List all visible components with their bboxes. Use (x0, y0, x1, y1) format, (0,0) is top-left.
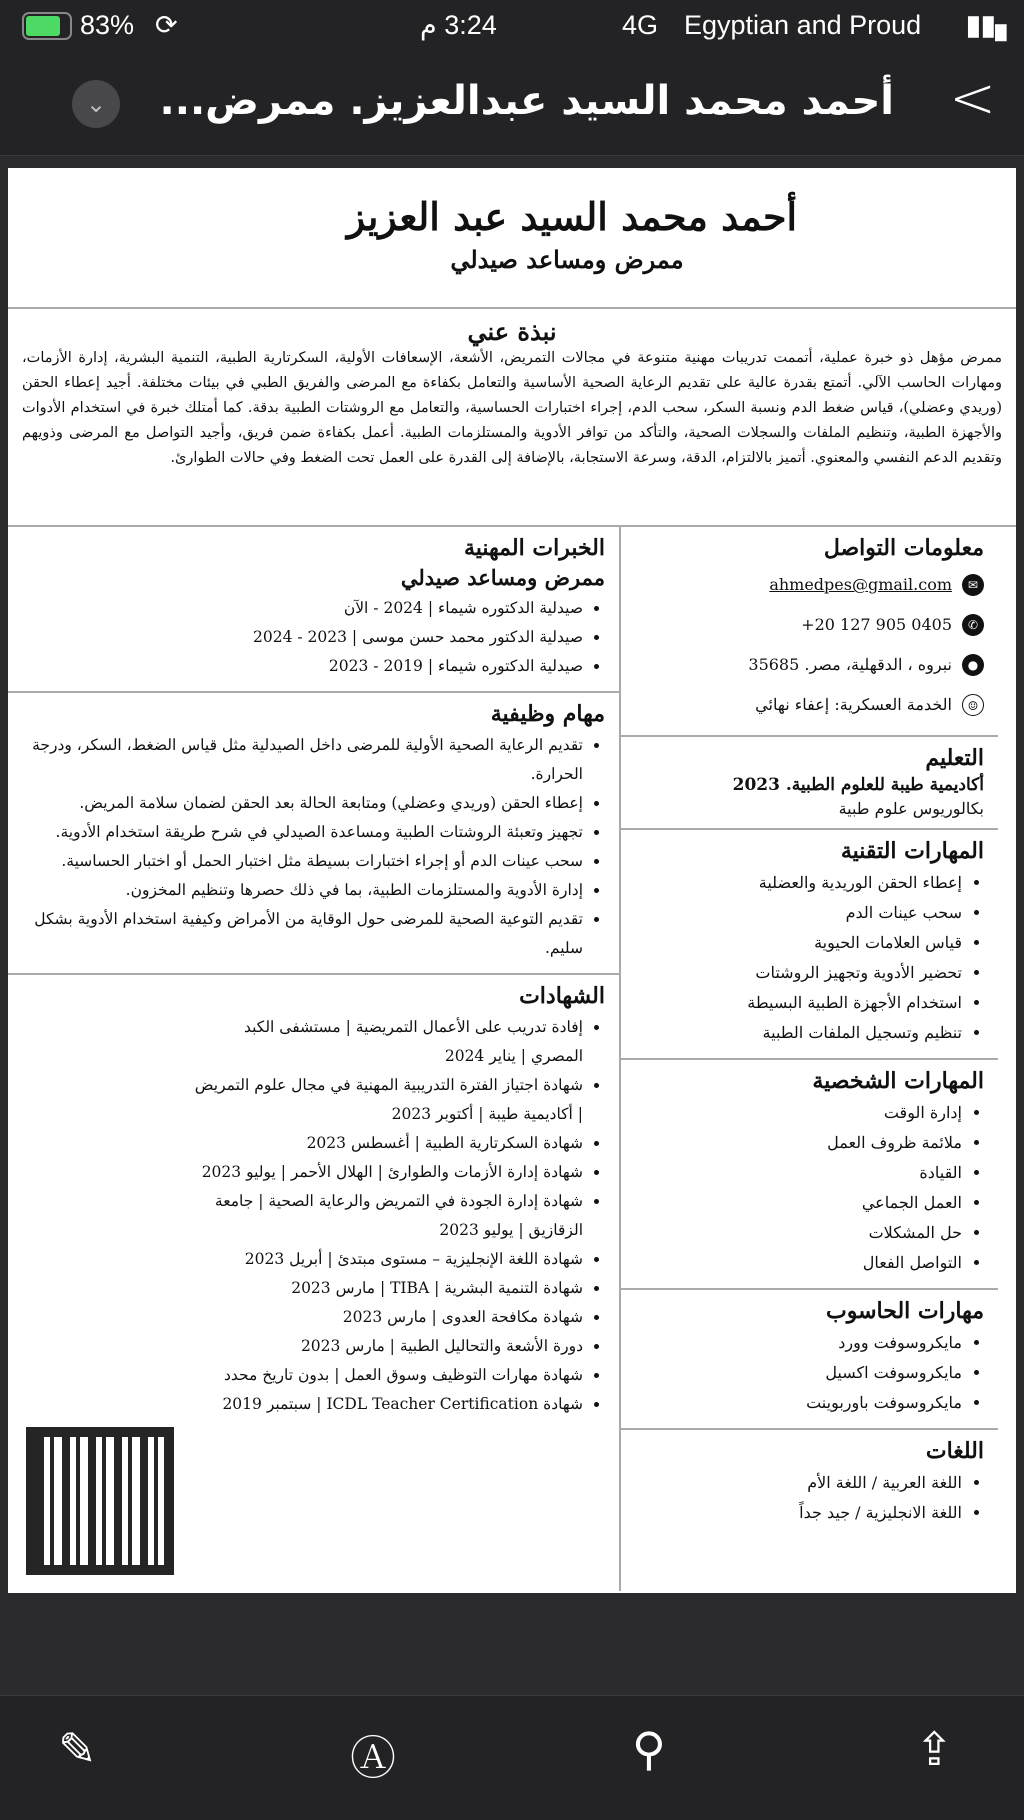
list-item: • العمل الجماعي (631, 1188, 962, 1218)
edit-icon[interactable]: ✎ (58, 1722, 97, 1776)
back-chevron-icon[interactable]: < (949, 66, 996, 131)
qr-code (26, 1427, 174, 1575)
list-item: • إعطاء الحقن (وريدي وعضلي) ومتابعة الحالة بعد الحقن لضمان سلامة المريض. (18, 789, 583, 818)
job-title: ممرض ومساعد صيدلي (400, 565, 605, 590)
list-item: • تقديم الرعاية الصحية الأولية للمرضى داخل الصيدلية مثل قياس الضغط، السكر، ودرجة الحرارة. (18, 731, 583, 789)
list-item: • تجهيز وتعبئة الروشتات الطبية ومساعدة الصيدلي في شرح طريقة استخدام الأدوية. (18, 818, 583, 847)
list-item: • سحب عينات الدم أو إجراء اختبارات بسيطة مثل اختبار الحمل أو اختبار الحساسية. (18, 847, 583, 876)
soldier-icon: ☺ (962, 694, 984, 716)
school: أكاديمية طيبة للعلوم الطبية. 2023 (732, 775, 984, 795)
education-title: التعليم (925, 745, 984, 771)
certificates-section (8, 975, 619, 1429)
certificates-title: الشهادات (519, 983, 605, 1009)
list-item: • قياس العلامات الحيوية (631, 928, 962, 958)
languages-section (621, 1430, 998, 1538)
list-item: • تحضير الأدوية وتجهيز الروشتات (631, 958, 962, 988)
chevron-down-icon[interactable]: ⌄ (72, 80, 120, 128)
list-item: • شهادة السكرتارية الطبية | أغسطس 2023 (188, 1129, 583, 1158)
about-section (8, 309, 1016, 527)
list-item: • مايكروسوفت باوربوينت (631, 1388, 962, 1418)
tasks-section (8, 693, 619, 975)
list-item: • اللغة العربية / اللغة الأم (631, 1468, 962, 1498)
battery-icon (22, 12, 72, 40)
list-item: • شهادة إدارة الجودة في التمريض والرعاية الصحية | جامعة الزقازيق | يوليو 2023 (188, 1187, 583, 1245)
list-item: • شهادة مكافحة العدوى | مارس 2023 (188, 1303, 583, 1332)
list-item: • صيدلية الدكتوره شيماء | 2024 - الآن (18, 594, 583, 623)
email-icon: ✉ (962, 574, 984, 596)
list-item: • دورة الأشعة والتحاليل الطبية | مارس 2023 (188, 1332, 583, 1361)
bottom-toolbar (0, 1695, 1024, 1820)
about-title: نبذة عني (467, 317, 557, 346)
list-item: • إدارة الوقت (631, 1098, 962, 1128)
list-item: • صيدلية الدكتور محمد حسن موسى | 2023 - 2024 (18, 623, 583, 652)
cv-header (8, 168, 1016, 309)
list-item: • إعطاء الحقن الوريدية والعضلية (631, 868, 962, 898)
side-column (619, 527, 1016, 1591)
list-item: • اللغة الانجليزية / جيد جداً (631, 1498, 962, 1528)
list-item: • شهادة اللغة الإنجليزية – مستوى مبتدئ | أبريل 2023 (188, 1245, 583, 1274)
tech-skills-section (621, 830, 998, 1060)
signal-icon: ▮▮▖ (966, 10, 1017, 40)
contact-title: معلومات التواصل (823, 535, 984, 561)
languages-title: اللغات (925, 1438, 984, 1464)
list-item: • التواصل الفعال (631, 1248, 962, 1278)
list-item: • تقديم التوعية الصحية للمرضى حول الوقاية من الأمراض وكيفية استخدام الأدوية بشكل سليم. (18, 905, 583, 963)
military-status: الخدمة العسكرية: إعفاء نهائي (755, 695, 952, 714)
carrier: Egyptian and Proud (684, 10, 922, 40)
list-item: • إدارة الأدوية والمستلزمات الطبية، بما في ذلك حصرها وتنظيم المخزون. (18, 876, 583, 905)
tasks-title: مهام وظيفية (490, 701, 605, 727)
about-text: ممرض مؤهل ذو خبرة عملية، أتممت تدريبات مهنية متنوعة في مجالات التمريض، الأشعة، الإسعافات الأولية، السكرتارية الطبية، التنمية البشرية، إدارة الأزمات، ومهارات الحاسب الآلي. أتمتع بقدرة عالية على تقديم الرعاية الصحية الأساسية والتعامل بكفاءة مع المرضى والفريق الطبي في بيئات مختلفة. أجيد إعطاء الحقن (وريدي وعضلي)، قياس ضغط الدم ونسبة السكر، سحب الدم، إجراء اختبارات الحساسية، والتعامل مع الروشتات الطبية بدقة. كما أمتلك خبرة في استخدام الأدوات والأجهزة الطبية، وتنظيم الملفات والسجلات الصحية، والتأكد من توافر الأدوية والمستلزمات الطبية. أعمل بكفاءة ضمن فريق، وأجيد التواصل مع المرضى وذويهم وتقديم الدعم النفسي والمعنوي. أتميز بالالتزام، الدقة، وسرعة الاستجابة، بالإضافة إلى القدرة على العمل تحت الضغط وفي حالات الطوارئ. (22, 350, 1002, 466)
nav-bar (0, 56, 1024, 156)
network-type: 4G (622, 10, 659, 40)
list-item: • شهادة ICDL Teacher Certification | سبتمبر 2019 (188, 1390, 583, 1419)
computer-skills-title: مهارات الحاسوب (826, 1298, 984, 1324)
list-item: • إفادة تدريب على الأعمال التمريضية | مستشفى الكبد المصري | يناير 2024 (188, 1013, 583, 1071)
tech-skills-title: المهارات التقنية (840, 838, 984, 864)
share-icon[interactable]: ⇪ (915, 1722, 954, 1776)
list-item: • شهادة التنمية البشرية | TIBA | مارس 2023 (188, 1274, 583, 1303)
phone-icon: ✆ (962, 614, 984, 636)
degree: بكالوريوس علوم طبية (838, 799, 984, 818)
list-item: • شهادة اجتياز الفترة التدريبية المهنية في مجال علوم التمريض | أكاديمية طيبة | أكتوبر 2023 (188, 1071, 583, 1129)
markup-icon[interactable]: Ⓐ (350, 1731, 396, 1785)
list-item: • تنظيم وتسجيل الملفات الطبية (631, 1018, 962, 1048)
status-bar (0, 0, 1024, 56)
soft-skills-title: المهارات الشخصية (812, 1068, 984, 1094)
cv-document (8, 168, 1016, 1593)
list-item: • صيدلية الدكتوره شيماء | 2019 - 2023 (18, 652, 583, 681)
contact-section (621, 527, 998, 737)
email-link[interactable]: ahmedpes@gmail.com (769, 575, 952, 594)
list-item: • مايكروسوفت اكسيل (631, 1358, 962, 1388)
address: نبروه ، الدقهلية، مصر. 35685 (748, 655, 952, 674)
computer-skills-section (621, 1290, 998, 1430)
education-section (621, 737, 998, 830)
cv-subtitle: ممرض ومساعد صيدلي (450, 245, 684, 274)
soft-skills-section (621, 1060, 998, 1290)
phone: +20 127 905 0405 (801, 615, 952, 634)
document-title: أحمد محمد السيد عبدالعزيز. ممرض... (159, 78, 894, 124)
list-item: • ملائمة ظروف العمل (631, 1128, 962, 1158)
clock: 3:24 م (420, 10, 497, 40)
experience-title: الخبرات المهنية (463, 535, 605, 561)
battery-percent: 83% (80, 10, 135, 40)
list-item: • مايكروسوفت وورد (631, 1328, 962, 1358)
search-icon[interactable]: ⚲ (632, 1722, 666, 1776)
rotation-lock-icon: ⟳ (155, 10, 178, 40)
list-item: • القيادة (631, 1158, 962, 1188)
list-item: • شهادة إدارة الأزمات والطوارئ | الهلال الأحمر | يوليو 2023 (188, 1158, 583, 1187)
list-item: • حل المشكلات (631, 1218, 962, 1248)
list-item: • شهادة مهارات التوظيف وسوق العمل | بدون تاريخ محدد (188, 1361, 583, 1390)
list-item: • استخدام الأجهزة الطبية البسيطة (631, 988, 962, 1018)
location-icon: ● (962, 654, 984, 676)
list-item: • سحب عينات الدم (631, 898, 962, 928)
cv-name: أحمد محمد السيد عبد العزيز (346, 194, 798, 239)
experience-section (8, 527, 619, 693)
